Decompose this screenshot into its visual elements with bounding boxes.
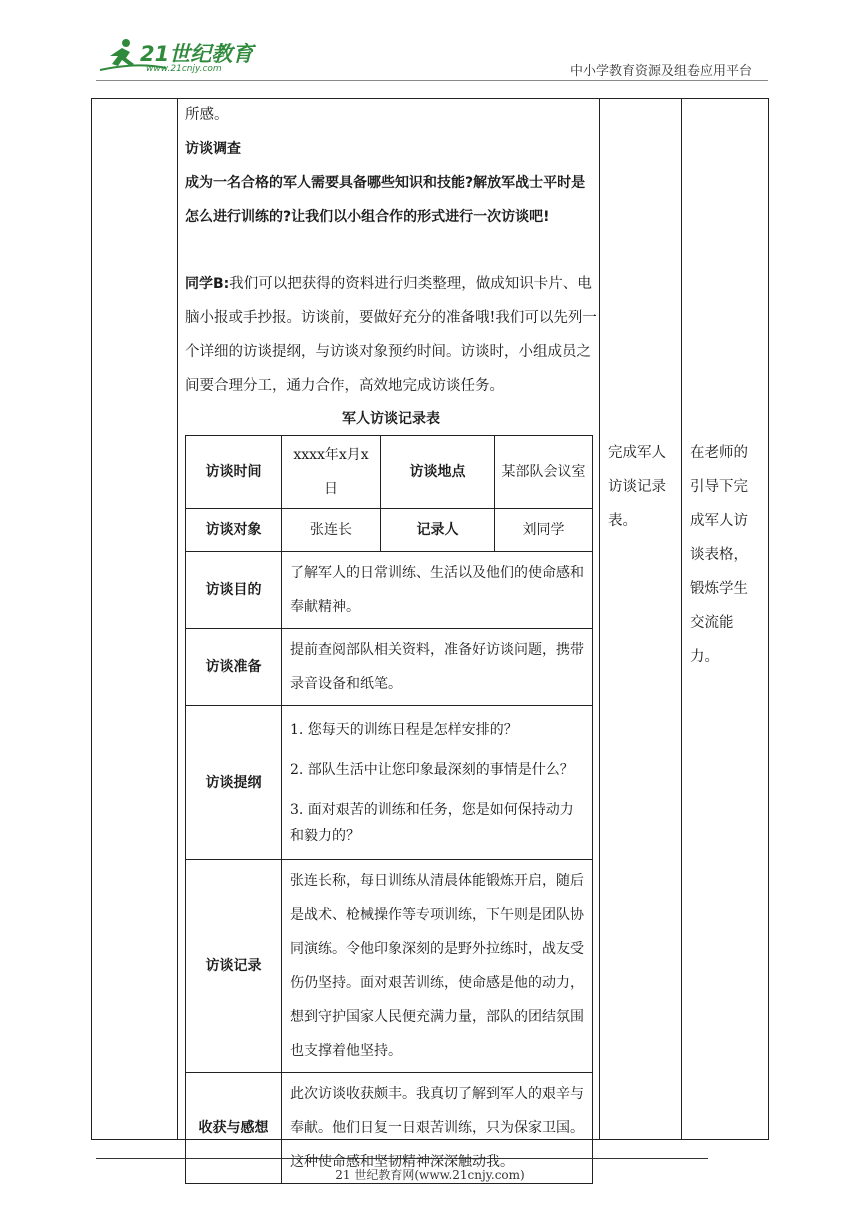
design-intent: 在老师的引导下完成军人访谈表格，锻炼学生交流能力。 [690, 445, 748, 665]
footer-divider [96, 1158, 708, 1159]
purpose-value: 了解军人的日常训练、生活以及他们的使命感和奉献精神。 [282, 552, 593, 629]
gain-label: 收获与感想 [186, 1073, 282, 1184]
gain-value: 此次访谈收获颇丰。我真切了解到军人的艰辛与奉献。他们日复一日艰苦训练，只为保家卫国。这种使命感和坚韧精神深深触动我。 [282, 1073, 593, 1184]
platform-name: 中小学教育资源及组卷应用平台 [569, 64, 752, 79]
student-activity: 完成军人访谈记录表。 [608, 445, 666, 529]
column-divider-2 [599, 98, 600, 1140]
outline-question-2: 2. 部队生活中让您印象最深刻的事情是什么？ [290, 761, 574, 778]
table-row [186, 552, 593, 629]
student-b-text: 我们可以把获得的资料进行归类整理，做成知识卡片、电脑小报或手抄报。访谈前，要做好充分的准备哦!我们可以先列一个详细的访谈提纲，与访谈对象预约时间。访谈时，小组成员之间要合理分工，通力合作，高效地完成访谈任务。 [185, 276, 597, 394]
header-divider [96, 80, 768, 81]
time-value: xxxx年x月x日 [282, 436, 381, 509]
body-line-first: 所感。 [185, 107, 229, 123]
record-value: 张连长称，每日训练从清晨体能锻炼开启，随后是战术、枪械操作等专项训练，下午则是团队协同演练。令他印象深刻的是野外拉练时，战友受伤仍坚持。面对艰苦训练，使命感是他的动力，想到守护国家人民便充满力量，部队的团结氛围也支撑着他坚持。 [282, 860, 593, 1073]
interview-prompt: 成为一名合格的军人需要具备哪些知识和技能?解放军战士平时是怎么进行训练的?让我们以小组合作的形式进行一次访谈吧! [185, 175, 586, 225]
footer-text: 21 世纪教育网(www.21cnjy.com) [335, 1168, 525, 1182]
outline-question-1: 1. 您每天的训练日程是怎样安排的？ [290, 721, 518, 738]
outline-question-3: 3. 面对艰苦的训练和任务，您是如何保持动力和毅力的？ [290, 801, 574, 844]
recorder-label: 记录人 [381, 509, 495, 552]
outline-value [282, 706, 593, 860]
place-label: 访谈地点 [381, 436, 495, 509]
column-divider-3 [681, 98, 682, 1140]
prep-value: 提前查阅部队相关资料，准备好访谈问题，携带录音设备和纸笔。 [282, 629, 593, 706]
table-title: 军人访谈记录表 [342, 411, 440, 427]
table-row [186, 706, 593, 860]
recorder-value: 刘同学 [495, 509, 593, 552]
interview-record-table [185, 435, 593, 1184]
subject-value: 张连长 [282, 509, 381, 552]
prep-label: 访谈准备 [186, 629, 282, 706]
student-b-paragraph [185, 267, 597, 403]
time-label: 访谈时间 [186, 436, 282, 509]
outline-label: 访谈提纲 [186, 706, 282, 860]
speaker-label: 同学B: [185, 276, 230, 292]
record-label: 访谈记录 [186, 860, 282, 1073]
table-row [186, 629, 593, 706]
site-logo [96, 36, 256, 76]
table-row [186, 509, 593, 552]
subject-label: 访谈对象 [186, 509, 282, 552]
logo-url: www.21cnjy.com [146, 64, 222, 74]
table-row [186, 860, 593, 1073]
table-row [186, 436, 593, 509]
place-value: 某部队会议室 [495, 436, 593, 509]
column-divider-1 [177, 98, 178, 1140]
logo-text: 21世纪教育 [140, 42, 254, 66]
purpose-label: 访谈目的 [186, 552, 282, 629]
section-heading: 访谈调查 [185, 141, 241, 157]
